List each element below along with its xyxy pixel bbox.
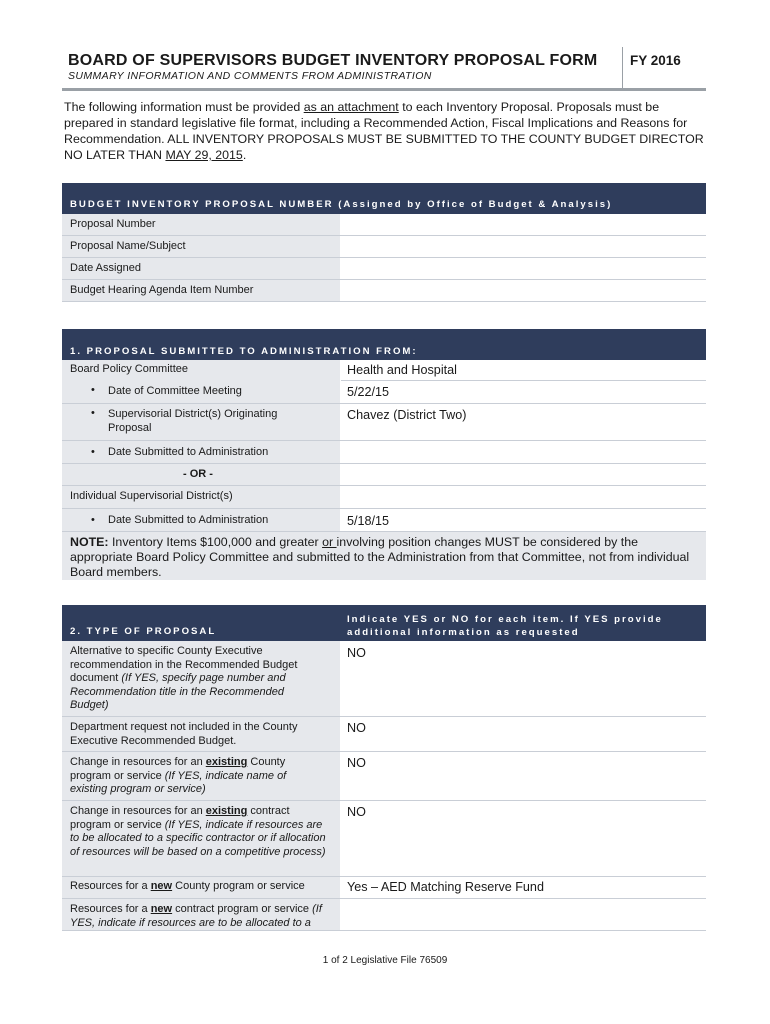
type-label-4-pre: Change in resources for an xyxy=(70,805,206,817)
type-label-3-pre: Change in resources for an xyxy=(70,756,206,768)
bullet: • xyxy=(91,407,95,419)
submitted-label xyxy=(62,441,340,463)
committee-field[interactable]: Health and Hospital xyxy=(341,360,706,381)
date-assigned-label: Date Assigned xyxy=(62,258,340,279)
submitted-2-label xyxy=(62,509,340,531)
type-label-3-hint: (If YES, indicate name of existing program or service) xyxy=(70,769,287,795)
section-2 xyxy=(62,605,706,931)
intro-part3: . xyxy=(242,148,247,162)
type-label-5 xyxy=(62,877,340,898)
intro-attachment-text: as an attachment xyxy=(303,100,399,114)
table-row xyxy=(62,360,706,381)
table-row xyxy=(62,641,706,717)
agenda-item-label: Budget Hearing Agenda Item Number xyxy=(62,280,340,301)
type-label-6-text: contract program or service xyxy=(172,903,313,915)
proposal-number-field[interactable] xyxy=(341,214,706,235)
type-label-6 xyxy=(62,899,340,930)
meeting-date-label xyxy=(62,381,340,403)
individual-district-label: Individual Supervisorial District(s) xyxy=(62,486,340,508)
note-text-2: involving position changes MUST be considered by the appropriate Board Policy Committee and submitted to the Administration from that Committee, not from individual Board members. xyxy=(70,535,690,579)
fiscal-year: FY 2016 xyxy=(630,53,681,68)
type-answer-3[interactable]: NO xyxy=(347,756,366,770)
type-label-2 xyxy=(62,717,340,751)
bullet: • xyxy=(91,446,95,458)
submitted-field[interactable] xyxy=(341,441,706,463)
type-label-5-emph: new xyxy=(150,880,173,892)
type-label-3-emph: existing xyxy=(205,756,248,768)
proposal-number-label: Proposal Number xyxy=(62,214,340,235)
bullet: • xyxy=(91,384,95,396)
submitted-text: Date Submitted to Administration xyxy=(108,446,269,458)
meeting-date-text: Date of Committee Meeting xyxy=(108,385,242,397)
type-answer-2[interactable]: NO xyxy=(347,721,366,735)
type-label-1-hint: (If YES, specify page number and Recommendation title in the Recommended Budget) xyxy=(70,672,286,711)
type-label-6-pre: Resources for a xyxy=(70,903,151,915)
table-row xyxy=(62,877,706,899)
committee-label: Board Policy Committee xyxy=(62,360,340,381)
section-1-heading-bar xyxy=(62,329,706,360)
district-text: Supervisorial District(s) Originating Proposal xyxy=(108,408,278,434)
table-row xyxy=(62,752,706,801)
note-or: or xyxy=(322,535,337,549)
table-row xyxy=(62,464,706,486)
type-label-1 xyxy=(62,641,340,716)
type-label-6-emph: new xyxy=(150,903,173,915)
agenda-item-field[interactable] xyxy=(341,280,706,301)
proposal-name-label: Proposal Name/Subject xyxy=(62,236,340,257)
table-row xyxy=(62,280,706,302)
form-header xyxy=(62,47,706,91)
type-label-1-text: Alternative to specific County Executive recommendation in the Recommended Budget document xyxy=(70,645,298,684)
date-assigned-field[interactable] xyxy=(341,258,706,279)
type-label-5-text: County program or service xyxy=(172,880,305,892)
or-separator: - OR - xyxy=(62,464,340,485)
bullet: • xyxy=(91,514,95,526)
table-row xyxy=(62,381,706,404)
type-label-4-text: contract program or service xyxy=(70,805,290,831)
type-label-2-text: Department request not included in the County Executive Recommended Budget. xyxy=(70,721,298,747)
intro-part2: to each Inventory Proposal. Proposals must be prepared in standard legislative file format, including a Recommended Action, Fiscal Implications and Reasons for Recommendation. ALL INVENTORY PROPOSALS MUST BE SUBMITTED TO THE COUNTY BUDGET DIRECTOR NO LATER THAN xyxy=(64,100,704,162)
proposal-number-heading: BUDGET INVENTORY PROPOSAL NUMBER (Assigned by Office of Budget & Analysis) xyxy=(70,199,613,210)
intro-paragraph xyxy=(64,99,706,163)
section-2-instructions: Indicate YES or NO for each item. If YES provide additional information as requested xyxy=(347,614,663,638)
type-label-4-emph: existing xyxy=(205,805,248,817)
type-label-6-hint: (If YES, indicate if resources are to be allocated to a xyxy=(70,903,322,929)
table-row xyxy=(62,801,706,877)
type-answer-4[interactable]: NO xyxy=(347,805,366,819)
proposal-number-section xyxy=(62,183,706,302)
section-1 xyxy=(62,329,706,580)
table-row xyxy=(62,258,706,280)
table-row xyxy=(62,214,706,236)
table-row xyxy=(62,404,706,441)
meeting-date-field[interactable]: 5/22/15 xyxy=(347,385,390,399)
note-box xyxy=(62,532,706,580)
type-label-3 xyxy=(62,752,340,800)
submitted-2-text: Date Submitted to Administration xyxy=(108,514,269,526)
table-row xyxy=(62,441,706,464)
district-label xyxy=(62,404,340,440)
table-row xyxy=(62,236,706,258)
header-divider xyxy=(622,47,623,88)
type-label-5-pre: Resources for a xyxy=(70,880,151,892)
section-2-heading-bar xyxy=(62,605,706,641)
form-subtitle: SUMMARY INFORMATION AND COMMENTS FROM ADMINISTRATION xyxy=(68,70,432,82)
type-label-3-text: County program or service xyxy=(70,756,286,782)
submitted-2-field[interactable]: 5/18/15 xyxy=(347,514,390,528)
intro-part1: The following information must be provided xyxy=(64,100,304,114)
type-label-4-hint: (If YES, indicate if resources are to be allocated to a specific contractor or if allocation of resources will be based on a competitive process) xyxy=(70,818,326,858)
form-title: BOARD OF SUPERVISORS BUDGET INVENTORY PROPOSAL FORM xyxy=(68,52,598,69)
type-label-4 xyxy=(62,801,340,876)
note-label: NOTE: xyxy=(70,535,109,549)
proposal-name-field[interactable] xyxy=(341,236,706,257)
intro-deadline: MAY 29, 2015 xyxy=(165,148,243,162)
table-row xyxy=(62,717,706,752)
section-1-heading: 1. PROPOSAL SUBMITTED TO ADMINISTRATION FROM: xyxy=(70,346,418,357)
type-answer-1[interactable]: NO xyxy=(347,646,366,660)
page-footer: 1 of 2 Legislative File 76509 xyxy=(322,955,448,966)
note-text-1: Inventory Items $100,000 and greater xyxy=(108,535,323,549)
table-row xyxy=(62,899,706,931)
proposal-number-heading-bar xyxy=(62,183,706,214)
table-row xyxy=(62,509,706,532)
type-answer-5[interactable]: Yes – AED Matching Reserve Fund xyxy=(347,880,544,894)
type-answer-6[interactable] xyxy=(341,899,706,930)
section-2-heading: 2. TYPE OF PROPOSAL xyxy=(70,626,217,637)
district-field[interactable]: Chavez (District Two) xyxy=(347,408,467,422)
table-row xyxy=(62,486,706,509)
